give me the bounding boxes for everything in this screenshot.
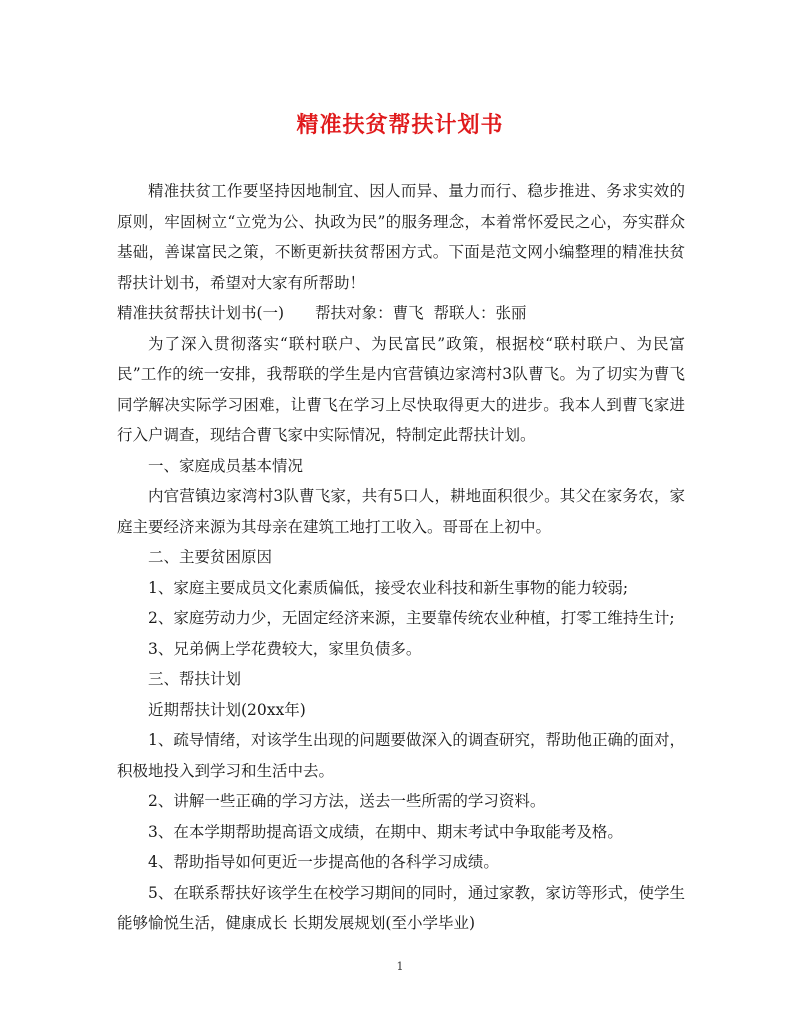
document-body [117,176,685,939]
plan-item: 1、疏导情绪，对该学生出现的问题要做深入的调查研究，帮助他正确的面对，积极地投入到学习和生活中去。 [117,731,685,780]
document-title: 精准扶贫帮扶计划书 [296,112,504,138]
page-number: 1 [396,960,404,973]
section-heading-plan: 三、帮扶计划 [148,670,242,688]
plan-item: 5、在联系帮扶好该学生在校学习期间的同时，通过家教，家访等形式，使学生能够愉悦生活，健康成长 长期发展规划(至小学毕业) [117,883,685,932]
plan-item: 4、帮助指导如何更近一步提高他的各科学习成绩。 [148,853,499,871]
section-heading-poverty-causes: 二、主要贫困原因 [148,548,273,566]
intro-paragraph: 精准扶贫工作要坚持因地制宜、因人而异、量力而行、稳步推进、务求实效的原则，牢固树立“立党为公、执政为民”的服务理念，本着常怀爱民之心，夯实群众基础，善谋富民之策，不断更新扶贫帮困方式。下面是范文网小编整理的精准扶贫帮扶计划书，希望对大家有所帮助！ [117,182,685,292]
plan-item: 3、在本学期帮助提高语文成绩，在期中、期末考试中争取能考及格。 [148,822,623,841]
family-paragraph: 内官营镇边家湾村3队曹飞家，共有5口人，耕地面积很少。其父在家务农，家庭主要经济来源为其母亲在建筑工地打工收入。哥哥在上初中。 [117,487,685,536]
subheading-short-term-plan: 近期帮扶计划(20xx年) [148,700,306,719]
background-paragraph: 为了深入贯彻落实“联村联户、为民富民”政策，根据校“联村联户、为民富民”工作的统一安排，我帮联的学生是内官营镇边家湾村3队曹飞。为了切实为曹飞同学解决实际学习困难，让曹飞在学习上尽快取得更大的进步。我本人到曹飞家进行入户调查，现结合曹飞家中实际情况，特制定此帮扶计划。 [117,334,685,444]
section-heading-family: 一、家庭成员基本情况 [148,456,304,475]
plan-item: 2、讲解一些正确的学习方法，送去一些所需的学习资料。 [148,792,546,810]
plan-heading-line: 精准扶贫帮扶计划书(一) 帮扶对象：曹飞 帮联人：张丽 [117,304,527,322]
cause-item: 1、家庭主要成员文化素质偏低，接受农业科技和新生事物的能力较弱; [148,578,629,597]
cause-item: 3、兄弟俩上学花费较大，家里负债多。 [148,639,422,658]
cause-item: 2、家庭劳动力少，无固定经济来源，主要靠传统农业种植，打零工维持生计; [148,609,675,627]
